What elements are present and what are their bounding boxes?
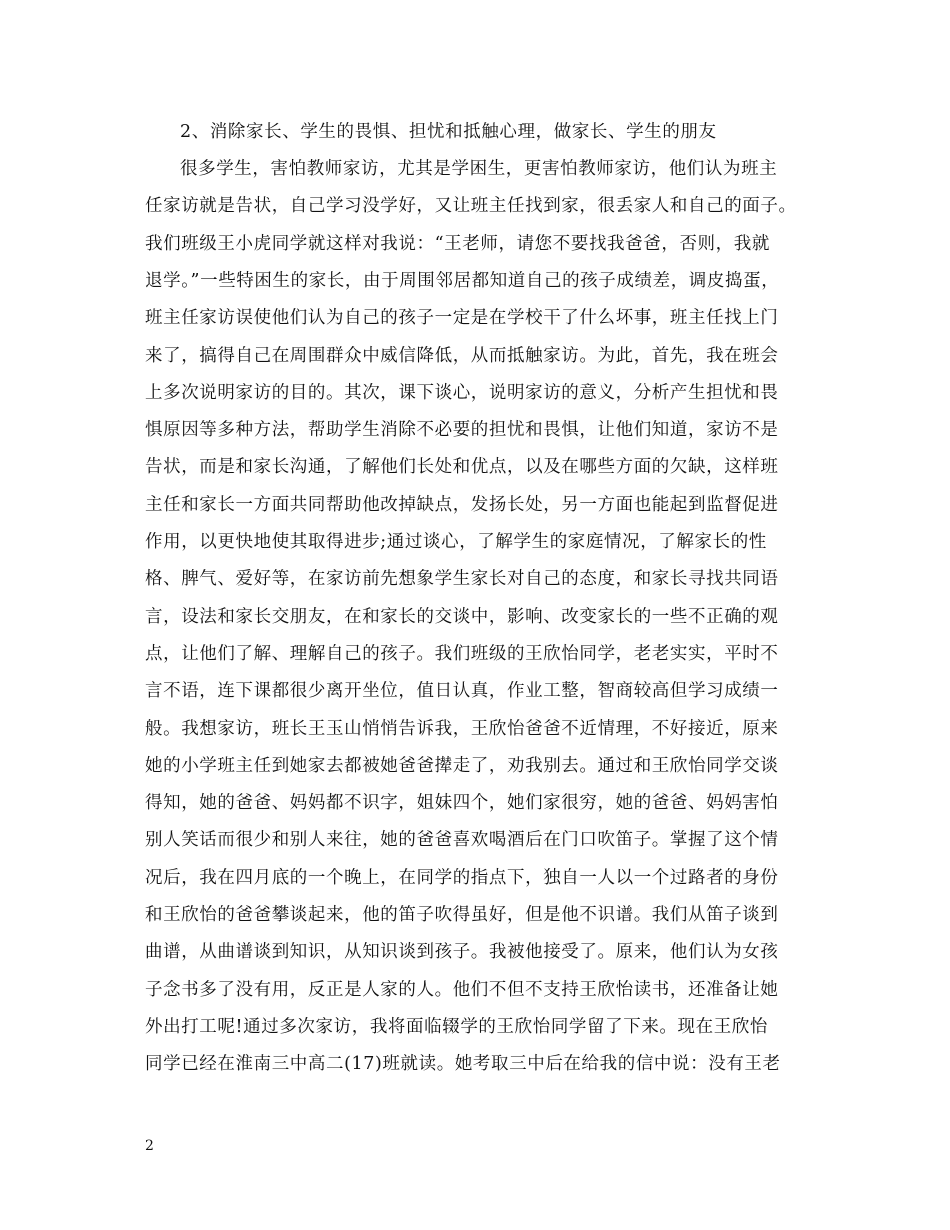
body-line: 很多学生，害怕教师家访，尤其是学困生，更害怕教师家访，他们认为班主 <box>180 159 778 179</box>
body-line: 惧原因等多种方法，帮助学生消除不必要的担忧和畏惧，让他们知道，家访不是 <box>145 420 779 441</box>
body-line: 言不语，连下课都很少离开坐位，值日认真，作业工整，智商较高但学习成绩一 <box>145 681 779 702</box>
body-line: 作用，以更快地使其取得进步;通过谈心，了解学生的家庭情况，了解家长的性 <box>145 532 767 552</box>
body-line: 般。我想家访，班长王玉山悄悄告诉我，王欣怡爸爸不近情理，不好接近，原来 <box>145 718 779 739</box>
body-line: 得知，她的爸爸、妈妈都不识字，姐妹四个，她们家很穷，她的爸爸、妈妈害怕 <box>145 793 779 814</box>
body-line: 外出打工呢!通过多次家访，我将面临辍学的王欣怡同学留了下来。现在王欣怡 <box>145 1016 769 1037</box>
body-line: 班主任家访误使他们认为自己的孩子一定是在学校干了什么坏事，班主任找上门 <box>145 308 779 329</box>
body-line: 任家访就是告状，自己学习没学好，又让班主任找到家，很丢家人和自己的面子。 <box>145 196 797 217</box>
body-line: 上多次说明家访的目的。其次，课下谈心，说明家访的意义，分析产生担忧和畏 <box>145 382 779 403</box>
body-line: 曲谱，从曲谱谈到知识，从知识谈到孩子。我被他接受了。原来，他们认为女孩 <box>145 942 779 963</box>
body-line: 子念书多了没有用，反正是人家的人。他们不但不支持王欣怡读书，还准备让她 <box>145 979 779 1000</box>
section-heading: 2、消除家长、学生的畏惧、担忧和抵触心理，做家长、学生的朋友 <box>180 122 717 142</box>
page-number: 2 <box>145 1138 154 1154</box>
body-line: 她的小学班主任到她家去都被她爸爸撵走了，劝我别去。通过和王欣怡同学交谈 <box>145 755 779 776</box>
body-line: 主任和家长一方面共同帮助他改掉缺点，发扬长处，另一方面也能起到监督促进 <box>145 494 779 515</box>
body-line: 退学。”一些特困生的家长，由于周围邻居都知道自己的孩子成绩差，调皮捣蛋， <box>145 270 780 291</box>
body-line: 别人笑话而很少和别人来往，她的爸爸喜欢喝酒后在门口吹笛子。掌握了这个情 <box>145 830 779 851</box>
body-line: 言，设法和家长交朋友，在和家长的交谈中，影响、改变家长的一些不正确的观 <box>145 606 779 627</box>
body-line: 况后，我在四月底的一个晚上，在同学的指点下，独自一人以一个过路者的身份 <box>145 867 779 888</box>
body-line: 点，让他们了解、理解自己的孩子。我们班级的王欣怡同学，老老实实，平时不 <box>145 643 779 664</box>
body-line: 格、脾气、爱好等，在家访前先想象学生家长对自己的态度，和家长寻找共同语 <box>145 569 779 590</box>
body-line: 和王欣怡的爸爸攀谈起来，他的笛子吹得虽好，但是他不识谱。我们从笛子谈到 <box>145 905 779 925</box>
body-line: 同学已经在淮南三中高二(17)班就读。她考取三中后在给我的信中说：没有王老 <box>145 1054 781 1075</box>
body-line: 来了，搞得自己在周围群众中威信降低，从而抵触家访。为此，首先，我在班会 <box>145 345 779 366</box>
body-line: 我们班级王小虎同学就这样对我说：“王老师，请您不要找我爸爸，否则，我就 <box>145 233 770 254</box>
body-line: 告状，而是和家长沟通，了解他们长处和优点，以及在哪些方面的欠缺，这样班 <box>145 457 779 478</box>
